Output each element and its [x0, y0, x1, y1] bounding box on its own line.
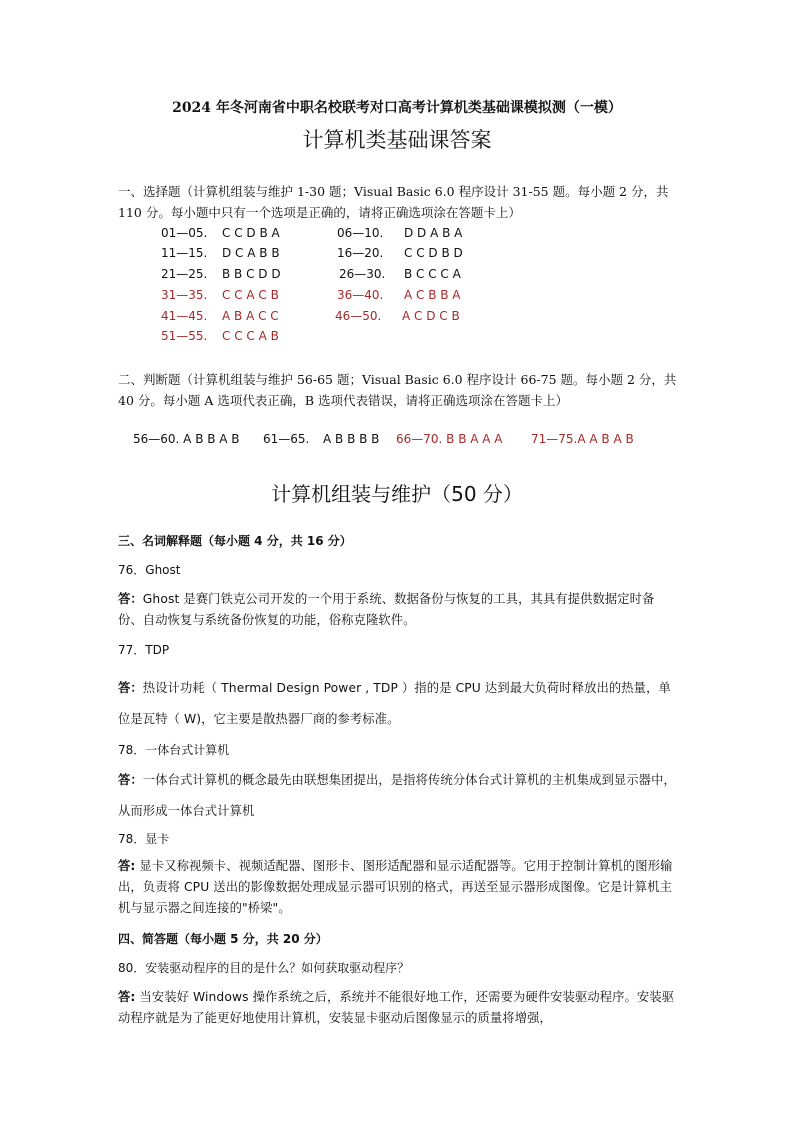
- answer-78: [118, 765, 678, 827]
- range-label: 06—10.: [337, 226, 384, 240]
- range-label: 46—50.: [335, 309, 382, 323]
- range-label: 41—45.: [161, 309, 208, 323]
- part2-intro: 二、判断题（计算机组装与维护 56-65 题；Visual Basic 6.0 程序设计 66-75 题。每小题 2 分，共 40 分。每小题 A 选项代表正确，B 选项代表错误，请将正确选项涂在答题卡上）: [118, 372, 677, 408]
- judge-range: 61—65.: [263, 432, 310, 446]
- exam-title: 2024 年冬河南省中职名校联考对口高考计算机类基础课模拟测（一模）: [172, 100, 622, 116]
- answer-group: B B C D D: [222, 267, 281, 281]
- range-label: 26—30.: [339, 267, 386, 281]
- answer-group: D C A B B: [222, 246, 280, 260]
- question-80: 80．安装驱动程序的目的是什么？如何获取驱动程序？: [118, 961, 410, 975]
- question-77: 77．TDP: [118, 643, 170, 657]
- question-78-graphics: 78．显卡: [118, 832, 170, 846]
- range-label: 01—05.: [161, 226, 208, 240]
- answer-text: 当安装好 Windows 操作系统之后，系统并不能很好地工作，还需要为硬件安装驱动程序。安装驱动程序就是为了能更好地使用计算机，安装显卡驱动后图像显示的质量将增强，: [118, 990, 675, 1025]
- question-78: 78．一体台式计算机: [118, 743, 230, 757]
- answer-group: A B A C C: [222, 309, 279, 323]
- answer-text: Ghost 是赛门铁克公司开发的一个用于系统、数据备份与恢复的工具，其具有提供数据定时备份、自动恢复与系统备份恢复的功能，俗称克隆软件。: [118, 592, 655, 627]
- answer-label: 答:: [118, 990, 136, 1004]
- answer-group: A C B B A: [404, 288, 461, 302]
- answer-group: A C D C B: [402, 309, 460, 323]
- answer-group: D D A B A: [404, 226, 463, 240]
- judge-answers: 56—60. A B B A B: [133, 432, 240, 446]
- answer-label: 答：: [118, 681, 143, 695]
- part3-heading: 三、名词解释题（每小题 4 分，共 16 分）: [118, 534, 352, 548]
- answer-label: 答:: [118, 859, 136, 873]
- range-label: 11—15.: [161, 246, 208, 260]
- answer-label: 答：: [118, 592, 143, 606]
- answer-text: 一体台式计算机的概念最先由联想集团提出，是指将传统分体台式计算机的主机集成到显示器中，从而形成一体台式计算机: [118, 773, 676, 818]
- answer-text: 显卡又称视频卡、视频适配器、图形卡、图形适配器和显示适配器等。它用于控制计算机的图形输出，负责将 CPU 送出的影像数据处理成显示器可识别的格式，再送至显示器形成图像。它是计算机主机与显示器之间连接的"桥梁"。: [118, 859, 673, 915]
- answer-77: [118, 673, 678, 735]
- section-title: 计算机组装与维护（50 分）: [271, 482, 523, 506]
- answer-group: C C A C B: [222, 288, 279, 302]
- judge-answers: 71—75.A A B A B: [531, 432, 634, 446]
- part1-intro: 一、选择题（计算机组装与维护 1-30 题；Visual Basic 6.0 程序设计 31-55 题。每小题 2 分，共 110 分。每小题中只有一个选项是正确的，请将正确选项涂在答题卡上）: [118, 184, 669, 220]
- range-label: 51—55.: [161, 329, 208, 343]
- answer-group: C C C A B: [222, 329, 279, 343]
- judge-answers: A B B B B: [323, 432, 380, 446]
- answer-group: C C D B A: [222, 226, 280, 240]
- answer-text: 热设计功耗（ Thermal Design Power , TDP ）指的是 CPU 达到最大负荷时释放出的热量，单位是瓦特（ W)，它主要是散热器厂商的参考标准。: [118, 681, 671, 726]
- answer-78-graphics: [118, 856, 678, 919]
- answer-80: [118, 987, 678, 1029]
- document-title: 计算机类基础课答案: [302, 128, 492, 152]
- range-label: 16—20.: [337, 246, 384, 260]
- range-label: 21—25.: [161, 267, 208, 281]
- judge-answers: 66—70. B B A A A: [396, 432, 503, 446]
- answer-label: 答：: [118, 773, 143, 787]
- answer-group: B C C C A: [404, 267, 461, 281]
- question-76: 76．Ghost: [118, 563, 181, 577]
- answer-group: C C D B D: [404, 246, 463, 260]
- answer-76: [118, 589, 678, 631]
- range-label: 31—35.: [161, 288, 208, 302]
- range-label: 36—40.: [337, 288, 384, 302]
- part4-heading: 四、简答题（每小题 5 分，共 20 分）: [118, 932, 328, 946]
